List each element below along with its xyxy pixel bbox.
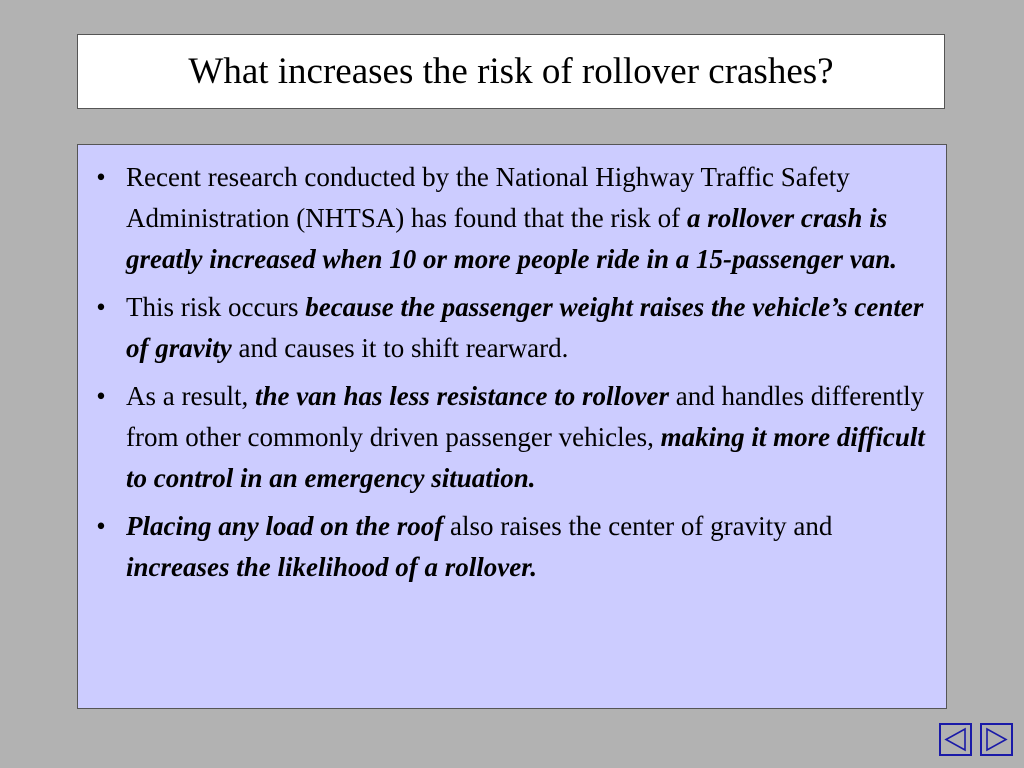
emphasized-text: increases the likelihood of a rollover. [126,552,537,582]
bullet-marker: • [96,162,106,192]
previous-slide-button[interactable] [939,723,972,756]
emphasized-text: making it more difficult to control in an emergency situation. [126,422,925,493]
emphasized-text: Placing any load on the roof [126,511,444,541]
slide-title: What increases the risk of rollover crashes? [188,51,834,92]
previous-slide-icon [943,727,968,752]
bullet-item [78,287,946,369]
text-segment: As a result, [126,381,255,411]
content-box [77,144,947,709]
emphasized-text: because the passenger weight raises the vehicle’s center of gravity [126,292,924,363]
text-segment: Recent research conducted by the National Highway Traffic Safety Administration (NHTSA) has found that the risk of [126,162,850,233]
bullet-text [126,162,897,274]
next-slide-button[interactable] [980,723,1013,756]
text-segment: This risk occurs [126,292,306,322]
emphasized-text: a rollover crash is greatly increased when 10 or more people ride in a 15-passenger van. [126,203,897,274]
bullet-list [78,157,946,595]
bullet-item [78,157,946,280]
bullet-text [126,292,923,363]
emphasized-text: the van has less resistance to rollover [254,381,669,411]
bullet-text [126,511,832,582]
bullet-marker: • [96,292,106,322]
next-slide-icon [984,727,1009,752]
bullet-marker: • [96,511,106,541]
title-box [77,34,945,109]
bullet-text [126,381,925,493]
bullet-item [78,506,946,588]
bullet-marker: • [96,381,106,411]
bullet-item [78,376,946,499]
text-segment: and handles differently from other commonly driven passenger vehicles, [126,381,925,452]
text-segment: also raises the center of gravity and [443,511,833,541]
text-segment: and causes it to shift rearward. [231,333,569,363]
